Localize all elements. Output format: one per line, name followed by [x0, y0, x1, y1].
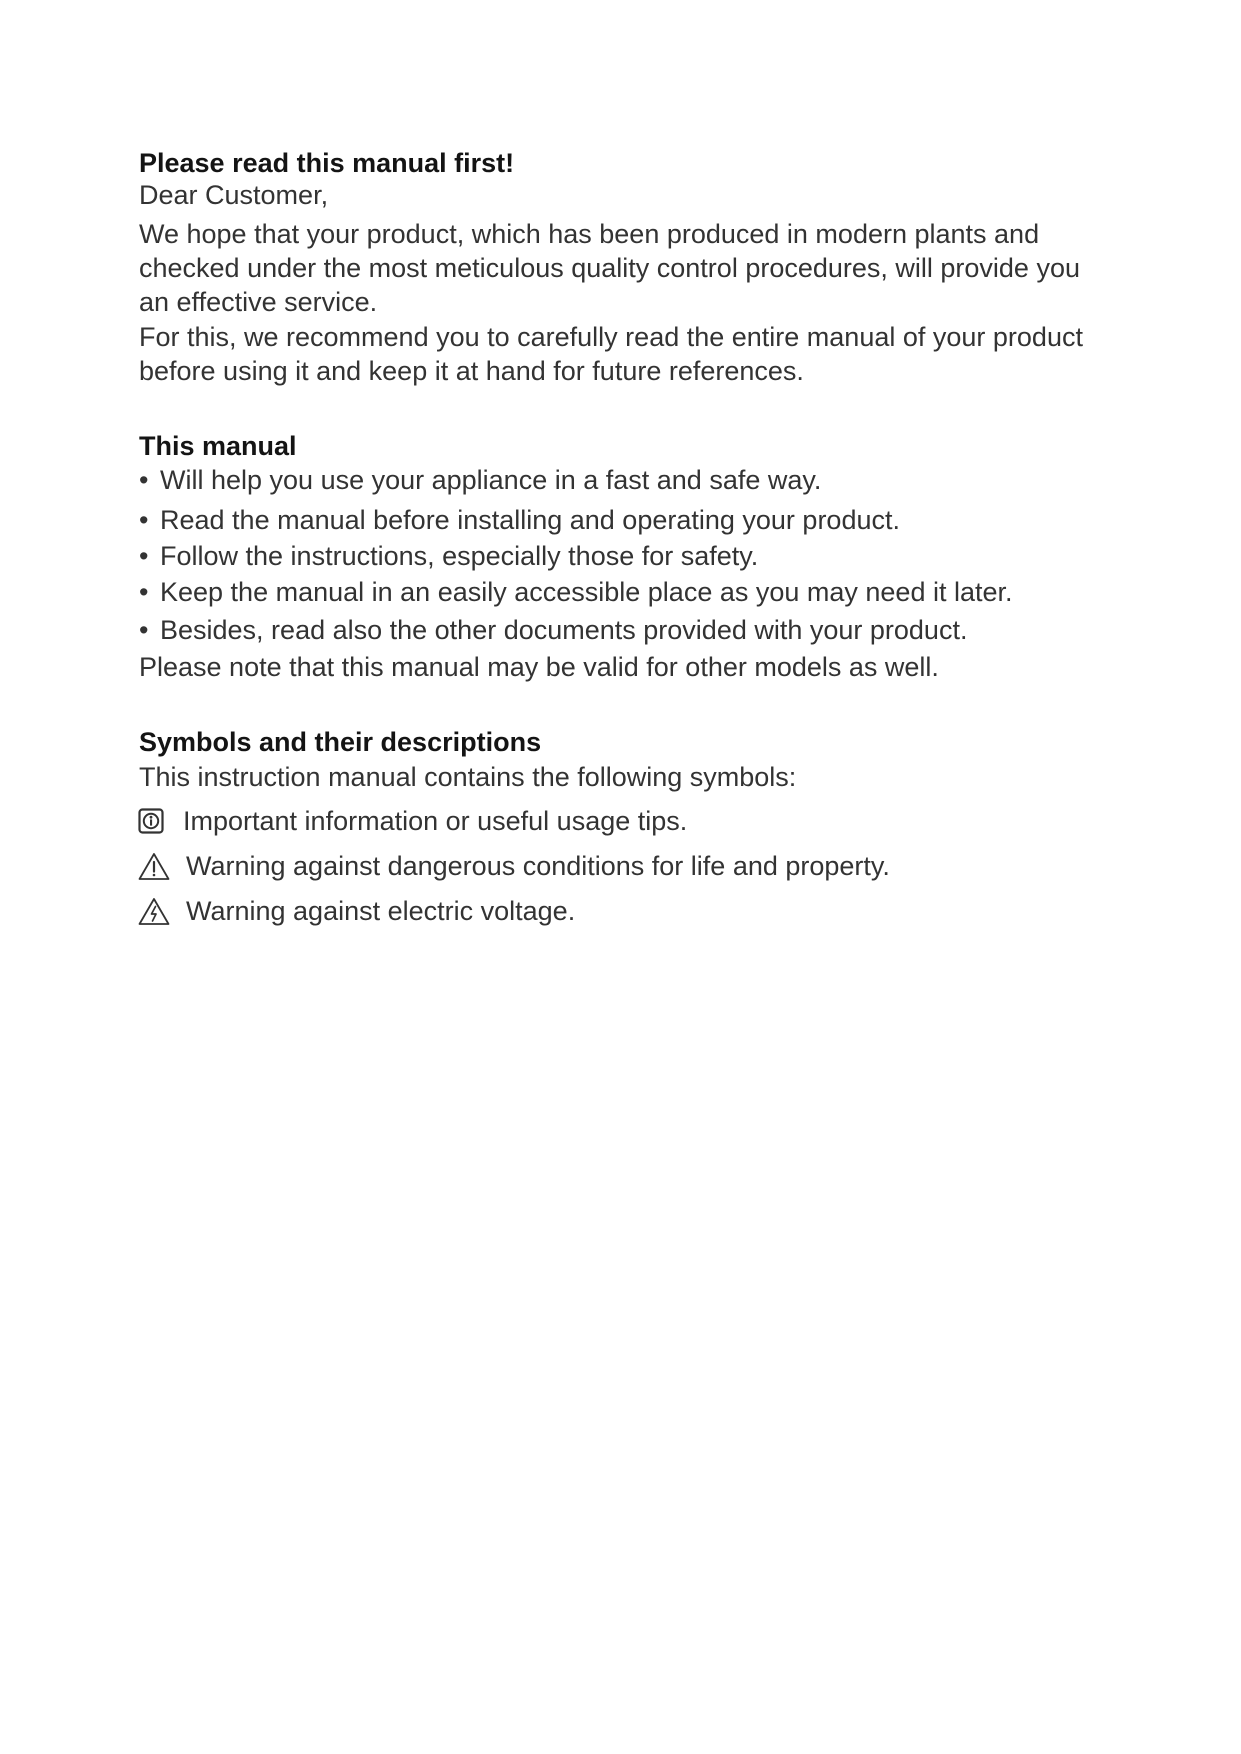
symbol-row: [137, 894, 575, 928]
list-item: [139, 613, 1099, 647]
symbol-description: Warning against electric voltage.: [186, 896, 576, 926]
list-item-text: Read the manual before installing and operating your product.: [160, 505, 900, 535]
list-item-text: Keep the manual in an easily accessible place as you may need it later.: [160, 577, 1013, 607]
intro-paragraph: For this, we recommend you to carefully read the entire manual of your product before using it and keep it at hand for future references.: [139, 322, 1083, 386]
symbol-row: [137, 804, 687, 838]
list-item: [139, 575, 1099, 609]
symbols-intro: This instruction manual contains the following symbols:: [139, 762, 797, 792]
warning-icon: [137, 852, 170, 881]
bullet-icon: •: [139, 465, 149, 495]
intro-paragraph: We hope that your product, which has been produced in modern plants and checked under the most meticulous quality control procedures, will provide you an effective service.: [139, 219, 1080, 317]
manual-note: Please note that this manual may be valid for other models as well.: [139, 652, 939, 682]
intro-title: Please read this manual first!: [139, 148, 515, 178]
greeting: Dear Customer,: [139, 180, 329, 210]
list-item: [139, 539, 1099, 573]
symbol-description: Important information or useful usage tips.: [183, 806, 688, 836]
bullet-icon: •: [139, 615, 149, 645]
symbol-row: [137, 849, 890, 883]
manual-section-title: This manual: [139, 431, 297, 461]
list-item-text: Will help you use your appliance in a fast and safe way.: [160, 465, 822, 495]
symbols-section-title: Symbols and their descriptions: [139, 727, 542, 757]
symbol-description: Warning against dangerous conditions for life and property.: [186, 851, 890, 881]
list-item-text: Follow the instructions, especially those for safety.: [160, 541, 759, 571]
bullet-icon: •: [139, 577, 149, 607]
info-icon: [137, 808, 165, 834]
list-item: [139, 503, 1099, 537]
bullet-icon: •: [139, 505, 149, 535]
list-item-text: Besides, read also the other documents provided with your product.: [160, 615, 968, 645]
list-item: [139, 463, 1099, 497]
bullet-icon: •: [139, 541, 149, 571]
electric-warning-icon: [137, 897, 170, 926]
